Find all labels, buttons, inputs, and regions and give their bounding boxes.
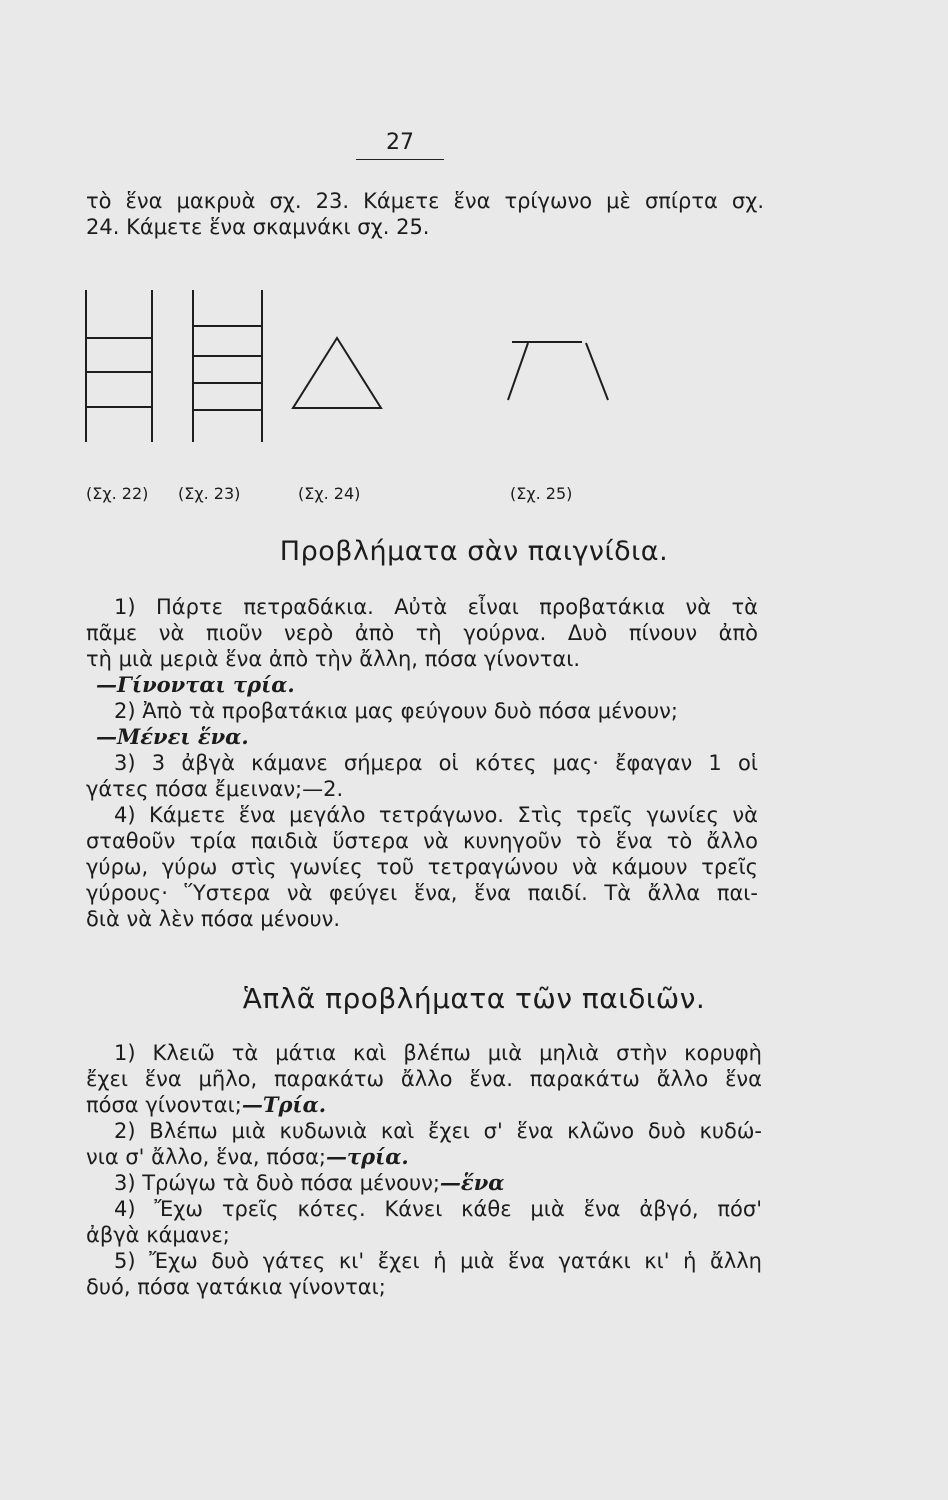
problem-3-line-1: 3) 3 ἀβγὰ κάμανε σήμερα οἱ κότες μας· ἔφαγαν 1 οἱ: [114, 751, 758, 775]
caption-fig-23: (Σχ. 23): [178, 484, 241, 503]
question-1-line-1: 1) Κλειῶ τὰ μάτια καὶ βλέπω μιὰ μηλιὰ στὴν κορυφὴ: [114, 1041, 762, 1065]
section-1-body: [86, 594, 758, 932]
question-2-end: νια σ' ἄλλο, ἕνα, πόσα;: [86, 1145, 327, 1169]
figure-22-ladder: [86, 290, 152, 442]
problem-1-line-3: τὴ μιὰ μεριὰ ἕνα ἀπὸ τὴν ἄλλη, πόσα γίνονται.: [86, 647, 581, 671]
problem-1-line-2: πᾶμε νὰ πιοῦν νερὸ ἀπὸ τὴ γούρνα. Δυὸ πίνουν ἀπὸ: [86, 621, 758, 645]
question-3-answer: —ἕνα: [439, 1170, 505, 1195]
problem-3-line-2: γάτες πόσα ἔμειναν;—2.: [86, 777, 344, 801]
question-1-line-2: ἔχει ἕνα μῆλο, παρακάτω ἄλλο ἕνα. παρακάτω ἄλλο ἕνα: [86, 1067, 762, 1091]
section-1-title: Προβλήματα σὰν παιγνίδια.: [279, 536, 669, 567]
intro-line-1: τὸ ἕνα μακρυὰ σχ. 23. Κάμετε ἕνα τρίγωνο μὲ σπίρτα σχ.: [86, 189, 764, 213]
question-1-answer: —Τρία.: [241, 1092, 327, 1117]
figure-25-stool: [508, 342, 608, 400]
question-3-line: [86, 1170, 762, 1196]
question-2-line-2: [86, 1144, 762, 1170]
caption-fig-25: (Σχ. 25): [510, 484, 573, 503]
problem-4-line-1: 4) Κάμετε ἕνα μεγάλο τετράγωνο. Στὶς τρεῖς γωνίες νὰ: [114, 803, 758, 827]
answer-2: —Μένει ἕνα.: [96, 724, 249, 749]
question-5-line-2: δυό, πόσα γατάκια γίνονται;: [86, 1275, 386, 1299]
problem-4-line-2: σταθοῦν τρία παιδιὰ ὕστερα νὰ κυνηγοῦν τὸ ἕνα τὸ ἄλλο: [86, 829, 758, 853]
problem-4-line-4: γύρους· Ὕστερα νὰ φεύγει ἕνα, ἕνα παιδί. Τὰ ἄλλα παι-: [86, 881, 758, 905]
question-2-line-1: 2) Βλέπω μιὰ κυδωνιὰ καὶ ἔχει σ' ἕνα κλῶνο δυὸ κυδώ-: [114, 1119, 762, 1143]
answer-1: —Γίνονται τρία.: [96, 672, 295, 697]
question-1-end: πόσα γίνονται;: [86, 1093, 242, 1117]
section-2-body: [86, 1040, 762, 1300]
question-1-line-3: [86, 1092, 762, 1118]
caption-fig-22: (Σχ. 22): [86, 484, 149, 503]
section-2-title: Ἁπλᾶ προβλήματα τῶν παιδιῶν.: [242, 982, 706, 1015]
question-2-answer: —τρία.: [326, 1144, 409, 1169]
question-4-line-2: ἀβγὰ κάμανε;: [86, 1223, 230, 1247]
problem-1-line-1: 1) Πάρτε πετραδάκια. Αὐτὰ εἶναι προβατάκια νὰ τὰ: [114, 595, 758, 619]
problem-4-line-3: γύρω, γύρω στὶς γωνίες τοῦ τετραγώνου νὰ κάμουν τρεῖς: [86, 855, 758, 879]
figure-23-ladder: [193, 290, 262, 442]
question-5-line-1: 5) Ἔχω δυὸ γάτες κι' ἔχει ἡ μιὰ ἕνα γατάκι κι' ἡ ἄλλη: [114, 1249, 762, 1273]
question-3-text: 3) Τρώγω τὰ δυὸ πόσα μένουν;: [114, 1171, 440, 1195]
question-4-line-1: 4) Ἔχω τρεῖς κότες. Κάνει κάθε μιὰ ἕνα ἀβγό, πόσ': [114, 1197, 762, 1221]
problem-4-line-5: διὰ νὰ λὲν πόσα μένουν.: [86, 907, 341, 931]
page-number: 27: [356, 130, 444, 160]
figure-24-triangle: [293, 338, 381, 408]
problem-2: 2) Ἀπὸ τὰ προβατάκια μας φεύγουν δυὸ πόσα μένουν;: [114, 699, 678, 723]
intro-line-2: 24. Κάμετε ἕνα σκαμνάκι σχ. 25.: [86, 215, 430, 239]
caption-fig-24: (Σχ. 24): [298, 484, 361, 503]
